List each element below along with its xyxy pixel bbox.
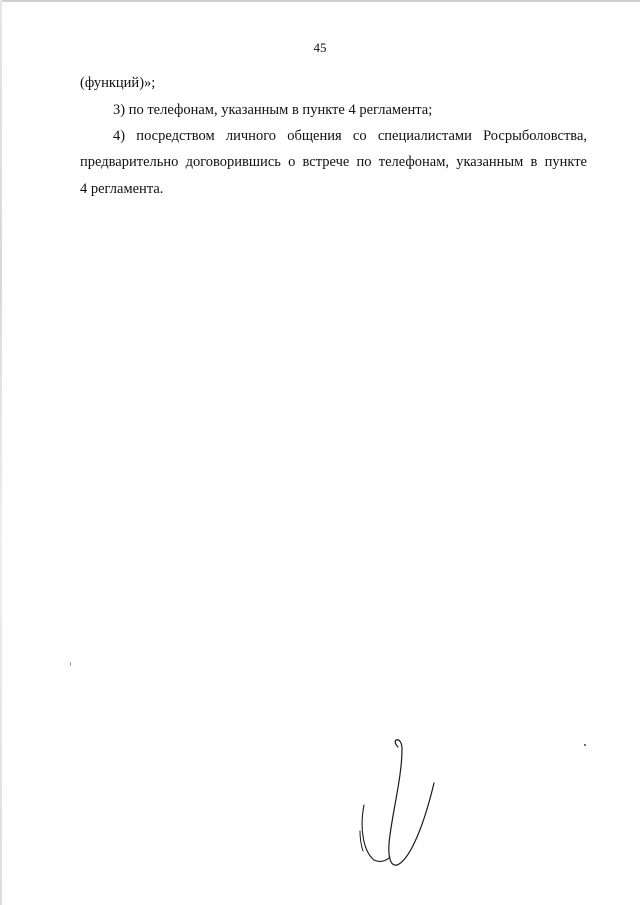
text-line: (функций)»; <box>80 75 156 91</box>
page-number: 45 <box>313 40 327 55</box>
scan-speck <box>70 662 71 666</box>
handwritten-signature <box>350 735 450 875</box>
scan-speck <box>584 744 586 746</box>
scan-edge-top <box>0 0 640 2</box>
text-line: 4) посредством личного общения со специалистами Росрыболовства, <box>113 128 587 144</box>
text-line: 3) по телефонам, указанным в пункте 4 регламента; <box>113 102 433 118</box>
text-line: 4 регламента. <box>80 181 164 197</box>
text-line: предварительно договорившись о встрече по телефонам, указанным в пункте <box>80 154 587 170</box>
scan-edge-left <box>0 0 2 905</box>
